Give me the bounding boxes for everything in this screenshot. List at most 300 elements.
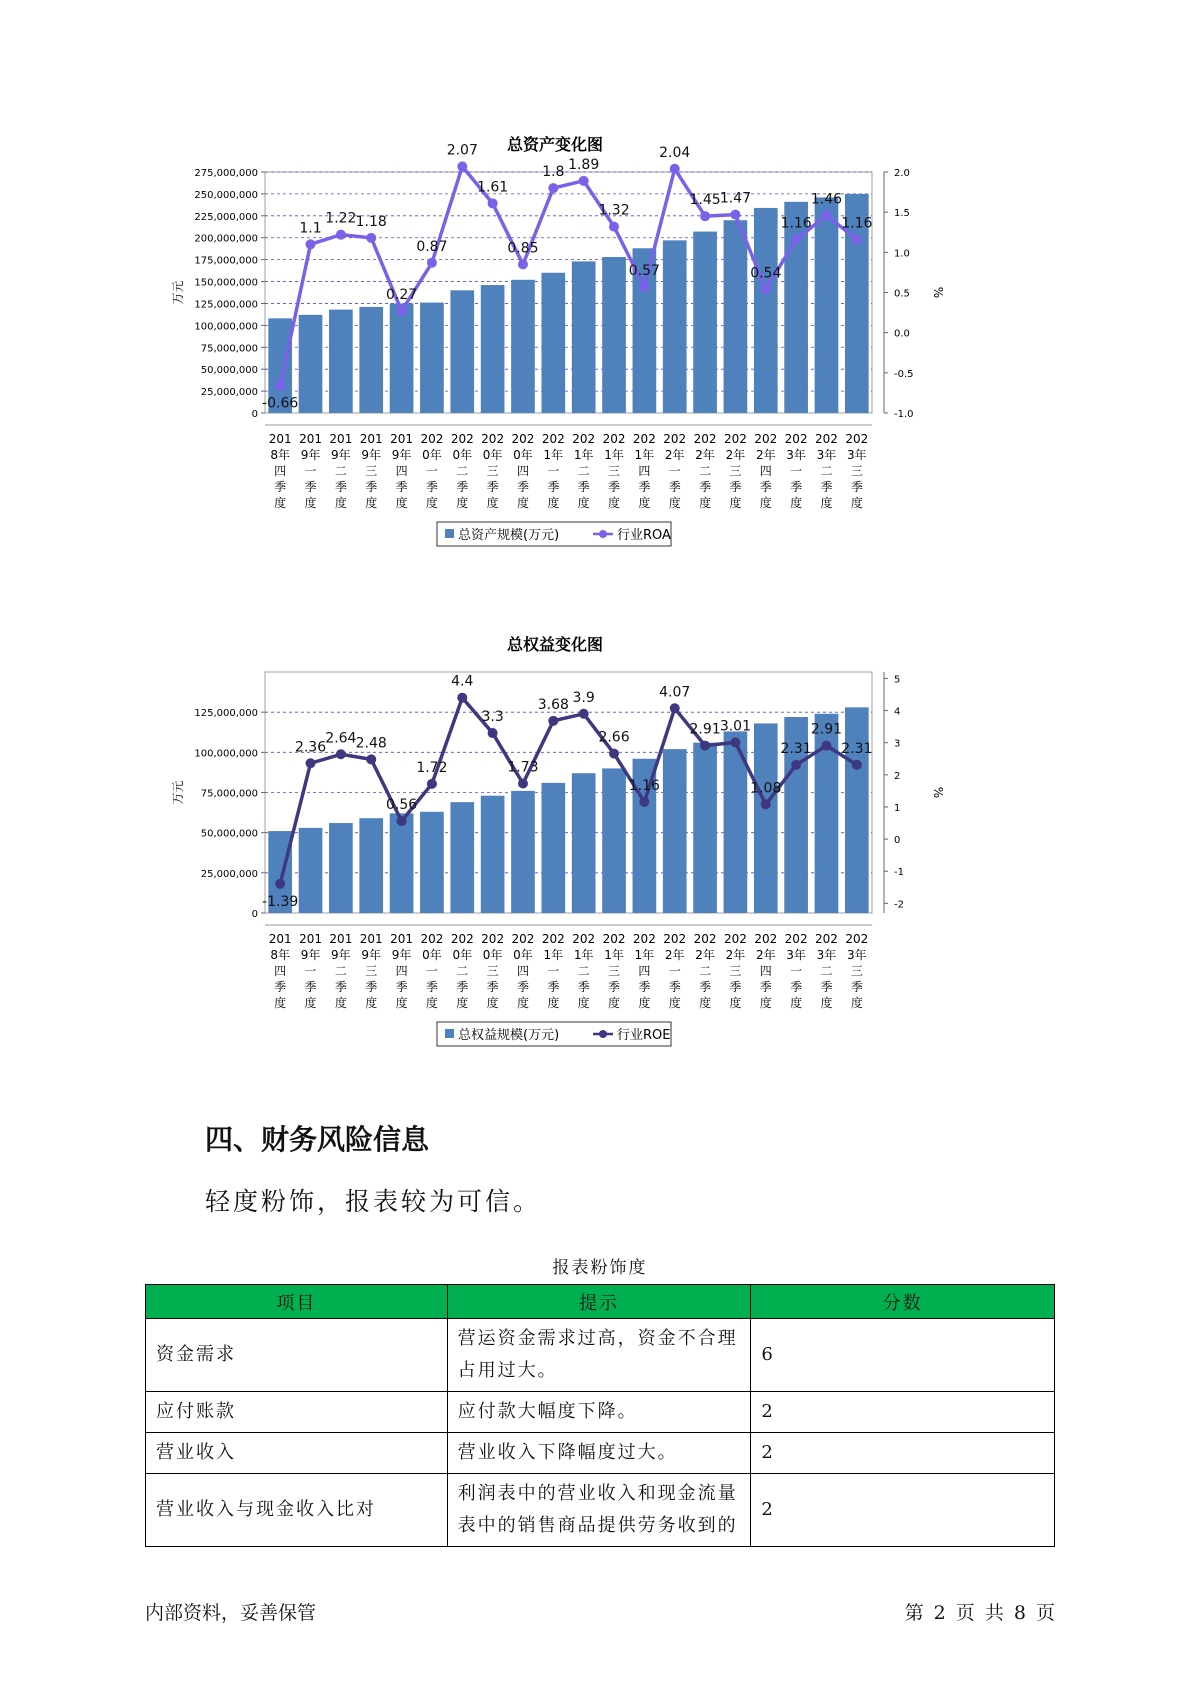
x-tick-label: 度 bbox=[638, 996, 651, 1010]
y-tick-label: 50,000,000 bbox=[200, 828, 258, 840]
data-label: 1.22 bbox=[325, 210, 357, 227]
x-tick-label: 202 bbox=[541, 432, 565, 446]
data-label: 1.32 bbox=[598, 202, 630, 219]
x-tick-label: 四 bbox=[395, 464, 408, 478]
y2-tick-label: 2 bbox=[894, 770, 901, 782]
x-tick-label: 202 bbox=[754, 432, 778, 446]
x-tick-label: 二 bbox=[699, 964, 712, 978]
x-tick-label: 1年 bbox=[634, 448, 655, 462]
bar bbox=[299, 315, 323, 413]
line-point bbox=[457, 161, 467, 171]
x-tick-label: 1年 bbox=[573, 448, 594, 462]
legend-bar-swatch bbox=[445, 529, 454, 538]
x-tick-label: 202 bbox=[450, 432, 474, 446]
row-score: 2 bbox=[751, 1433, 1055, 1474]
data-label: -0.66 bbox=[262, 395, 299, 412]
line-point bbox=[730, 737, 740, 747]
x-tick-label: 9年 bbox=[361, 948, 382, 962]
x-tick-label: 202 bbox=[663, 932, 687, 946]
x-tick-label: 四 bbox=[759, 464, 772, 478]
x-tick-label: 202 bbox=[602, 932, 626, 946]
x-tick-label: 1年 bbox=[604, 448, 624, 462]
data-label: 1.16 bbox=[841, 215, 873, 232]
x-tick-label: 3年 bbox=[786, 948, 806, 962]
line-point bbox=[609, 749, 619, 759]
y-axis-label: 万元 bbox=[171, 280, 185, 305]
x-tick-label: 度 bbox=[790, 496, 803, 510]
bar bbox=[724, 220, 748, 413]
x-tick-label: 度 bbox=[365, 496, 378, 510]
row-score: 2 bbox=[751, 1474, 1055, 1547]
bar bbox=[359, 307, 383, 413]
bar bbox=[390, 303, 414, 413]
x-tick-label: 2年 bbox=[664, 948, 685, 962]
data-label: 1.61 bbox=[477, 179, 509, 196]
bar bbox=[450, 290, 474, 413]
x-tick-label: 202 bbox=[723, 932, 747, 946]
x-tick-label: 一 bbox=[547, 964, 560, 978]
bar bbox=[359, 818, 383, 913]
x-tick-label: 二 bbox=[820, 964, 833, 978]
x-tick-label: 0年 bbox=[452, 448, 473, 462]
x-tick-label: 季 bbox=[456, 480, 469, 494]
x-tick-label: 季 bbox=[668, 480, 681, 494]
x-tick-label: 一 bbox=[304, 464, 317, 478]
x-tick-label: 202 bbox=[693, 932, 717, 946]
y2-tick-label: -2 bbox=[894, 899, 904, 911]
x-tick-label: 0年 bbox=[452, 948, 473, 962]
bar bbox=[541, 783, 565, 913]
x-tick-label: 四 bbox=[395, 964, 408, 978]
bar bbox=[390, 813, 414, 913]
x-tick-label: 季 bbox=[334, 980, 347, 994]
x-tick-label: 度 bbox=[668, 996, 681, 1010]
x-tick-label: 202 bbox=[481, 432, 505, 446]
x-tick-label: 季 bbox=[577, 480, 590, 494]
x-tick-label: 度 bbox=[395, 996, 408, 1010]
x-tick-label: 四 bbox=[516, 464, 529, 478]
x-tick-label: 202 bbox=[693, 432, 717, 446]
x-tick-label: 度 bbox=[759, 996, 772, 1010]
x-tick-label: 202 bbox=[602, 432, 626, 446]
y-tick-label: 75,000,000 bbox=[200, 788, 258, 800]
x-tick-label: 季 bbox=[790, 980, 803, 994]
y2-tick-label: 1 bbox=[894, 802, 901, 814]
x-tick-label: 201 bbox=[390, 432, 414, 446]
x-tick-label: 9年 bbox=[300, 948, 321, 962]
line-point bbox=[336, 749, 346, 759]
x-tick-label: 度 bbox=[820, 496, 833, 510]
line-point bbox=[548, 716, 558, 726]
line-point bbox=[427, 258, 437, 268]
x-tick-label: 度 bbox=[334, 996, 347, 1010]
x-tick-label: 1年 bbox=[543, 448, 564, 462]
x-tick-label: 度 bbox=[820, 996, 833, 1010]
data-label: 2.91 bbox=[689, 721, 721, 738]
x-tick-label: 201 bbox=[329, 932, 353, 946]
x-tick-label: 202 bbox=[815, 932, 838, 946]
x-tick-label: 一 bbox=[668, 464, 681, 478]
bar bbox=[815, 197, 839, 413]
x-tick-label: 三 bbox=[729, 464, 742, 478]
y-tick-label: 0 bbox=[251, 909, 258, 920]
x-tick-label: 201 bbox=[299, 432, 322, 446]
x-tick-label: 季 bbox=[729, 980, 742, 994]
data-label: 1.8 bbox=[542, 164, 565, 181]
x-tick-label: 一 bbox=[790, 964, 803, 978]
line-point bbox=[275, 381, 285, 391]
y2-tick-label: -1.0 bbox=[894, 409, 914, 420]
line-point bbox=[366, 754, 376, 764]
x-tick-label: 季 bbox=[395, 480, 408, 494]
x-tick-label: 度 bbox=[274, 496, 287, 510]
x-tick-label: 四 bbox=[274, 464, 287, 478]
x-tick-label: 一 bbox=[668, 964, 681, 978]
x-tick-label: 季 bbox=[365, 480, 378, 494]
bar bbox=[572, 773, 596, 913]
x-tick-label: 度 bbox=[425, 996, 438, 1010]
row-hint: 营业收入下降幅度过大。 bbox=[447, 1433, 751, 1474]
y2-tick-label: 3 bbox=[894, 738, 901, 750]
x-tick-label: 0年 bbox=[513, 448, 533, 462]
x-tick-label: 季 bbox=[850, 980, 863, 994]
x-tick-label: 季 bbox=[638, 480, 651, 494]
line-point bbox=[457, 693, 467, 703]
y-tick-label: 25,000,000 bbox=[200, 387, 258, 399]
line-point bbox=[639, 797, 649, 807]
data-label: 1.16 bbox=[780, 215, 812, 232]
x-tick-label: 202 bbox=[632, 432, 656, 446]
x-tick-label: 度 bbox=[729, 496, 742, 510]
data-label: 0.57 bbox=[628, 262, 660, 279]
x-tick-label: 0年 bbox=[422, 948, 442, 962]
x-tick-label: 季 bbox=[577, 980, 590, 994]
y-tick-label: 100,000,000 bbox=[194, 321, 258, 333]
line-point bbox=[670, 703, 680, 713]
chart-title: 总权益变化图 bbox=[506, 635, 604, 654]
x-tick-label: 1年 bbox=[634, 948, 655, 962]
x-tick-label: 202 bbox=[663, 432, 687, 446]
x-tick-label: 201 bbox=[390, 932, 414, 946]
x-tick-label: 四 bbox=[274, 964, 287, 978]
x-tick-label: 度 bbox=[668, 496, 681, 510]
data-label: 1.73 bbox=[507, 759, 539, 776]
row-hint: 营运资金需求过高，资金不合理占用过大。 bbox=[447, 1319, 751, 1392]
line-point bbox=[579, 709, 589, 719]
x-tick-label: 季 bbox=[668, 980, 681, 994]
x-tick-label: 0年 bbox=[482, 948, 503, 962]
footer-confidential: 内部资料，妥善保管 bbox=[145, 1602, 317, 1624]
x-tick-label: 1年 bbox=[604, 948, 624, 962]
line-point bbox=[488, 198, 498, 208]
x-tick-label: 度 bbox=[850, 996, 863, 1010]
x-tick-label: 9年 bbox=[391, 948, 412, 962]
x-tick-label: 8年 bbox=[270, 948, 290, 962]
y2-tick-label: 1.0 bbox=[894, 248, 910, 260]
x-tick-label: 季 bbox=[365, 980, 378, 994]
x-tick-label: 度 bbox=[304, 996, 317, 1010]
header-item: 项目 bbox=[146, 1285, 448, 1319]
data-label: 2.04 bbox=[659, 144, 691, 161]
x-tick-label: 一 bbox=[304, 964, 317, 978]
line-point bbox=[821, 210, 831, 220]
x-tick-label: 3年 bbox=[816, 448, 837, 462]
x-tick-label: 201 bbox=[359, 432, 383, 446]
row-item: 营业收入 bbox=[146, 1433, 448, 1474]
row-item: 应付账款 bbox=[146, 1392, 448, 1433]
row-item: 营业收入与现金收入比对 bbox=[146, 1474, 448, 1547]
line-point bbox=[518, 259, 528, 269]
x-tick-label: 度 bbox=[608, 496, 621, 510]
data-label: 1.89 bbox=[568, 156, 600, 173]
bar bbox=[754, 723, 778, 913]
table-row bbox=[146, 1433, 1055, 1474]
y-tick-label: 125,000,000 bbox=[194, 299, 258, 311]
data-label: 3.68 bbox=[537, 696, 569, 713]
x-tick-label: 0年 bbox=[513, 948, 533, 962]
section-title: 四、财务风险信息 bbox=[205, 1123, 430, 1156]
x-tick-label: 度 bbox=[486, 996, 499, 1010]
bar bbox=[541, 273, 565, 413]
bar bbox=[602, 768, 626, 913]
footer-page-number: 第 2 页 共 8 页 bbox=[904, 1602, 1055, 1624]
x-tick-label: 一 bbox=[790, 464, 803, 478]
legend-line-marker bbox=[599, 1030, 607, 1038]
x-tick-label: 度 bbox=[365, 996, 378, 1010]
data-label: 1.46 bbox=[810, 191, 843, 208]
data-label: 0.27 bbox=[385, 286, 418, 303]
bar bbox=[481, 796, 505, 913]
line-point bbox=[306, 758, 316, 768]
x-tick-label: 四 bbox=[638, 464, 651, 478]
x-tick-label: 201 bbox=[329, 432, 353, 446]
line-point bbox=[761, 799, 771, 809]
y2-tick-label: 0.5 bbox=[894, 288, 910, 300]
x-tick-label: 三 bbox=[608, 464, 621, 478]
x-tick-label: 度 bbox=[547, 496, 560, 510]
header-hint: 提示 bbox=[447, 1285, 751, 1319]
data-label: 3.3 bbox=[481, 709, 504, 726]
x-tick-label: 二 bbox=[456, 964, 469, 978]
x-tick-label: 3年 bbox=[786, 448, 806, 462]
x-tick-label: 9年 bbox=[300, 448, 321, 462]
data-label: 2.66 bbox=[598, 729, 630, 746]
y-tick-label: 125,000,000 bbox=[194, 708, 258, 720]
x-tick-label: 度 bbox=[425, 496, 438, 510]
data-label: 1.47 bbox=[719, 190, 752, 207]
x-tick-label: 季 bbox=[820, 480, 833, 494]
line-point bbox=[366, 233, 376, 243]
line-point bbox=[852, 760, 862, 770]
x-tick-label: 季 bbox=[759, 980, 772, 994]
x-tick-label: 度 bbox=[638, 496, 651, 510]
data-label: 0.87 bbox=[416, 238, 448, 255]
x-tick-label: 202 bbox=[481, 932, 505, 946]
x-tick-label: 季 bbox=[486, 980, 499, 994]
x-tick-label: 202 bbox=[845, 432, 869, 446]
bar bbox=[602, 257, 626, 413]
bar bbox=[329, 823, 353, 913]
y-tick-label: 175,000,000 bbox=[194, 255, 258, 267]
bar bbox=[450, 802, 474, 913]
line-point bbox=[488, 728, 498, 738]
bar bbox=[511, 280, 535, 413]
x-tick-label: 202 bbox=[754, 932, 778, 946]
line-point bbox=[579, 176, 589, 186]
bar bbox=[845, 707, 869, 913]
x-tick-label: 度 bbox=[608, 996, 621, 1010]
x-tick-label: 9年 bbox=[361, 448, 382, 462]
x-tick-label: 度 bbox=[486, 496, 499, 510]
line-point bbox=[730, 210, 740, 220]
line-point bbox=[852, 234, 862, 244]
bar bbox=[663, 240, 687, 413]
x-tick-label: 201 bbox=[299, 932, 322, 946]
x-tick-label: 度 bbox=[759, 496, 772, 510]
x-tick-label: 二 bbox=[334, 464, 347, 478]
x-tick-label: 季 bbox=[395, 980, 408, 994]
row-score: 2 bbox=[751, 1392, 1055, 1433]
x-tick-label: 度 bbox=[395, 496, 408, 510]
legend-bar-swatch bbox=[445, 1029, 454, 1038]
x-tick-label: 度 bbox=[334, 496, 347, 510]
data-label: 3.01 bbox=[719, 718, 752, 735]
legend-line-marker bbox=[599, 530, 607, 538]
x-tick-label: 202 bbox=[784, 432, 808, 446]
y2-axis-label: % bbox=[931, 786, 945, 799]
x-tick-label: 三 bbox=[729, 964, 742, 978]
x-tick-label: 202 bbox=[511, 932, 535, 946]
total-assets-chart bbox=[150, 132, 970, 602]
chart-title: 总资产变化图 bbox=[506, 135, 604, 154]
x-tick-label: 202 bbox=[784, 932, 808, 946]
x-tick-label: 2年 bbox=[755, 948, 776, 962]
x-tick-label: 度 bbox=[699, 496, 712, 510]
line-point bbox=[761, 284, 771, 294]
x-tick-label: 季 bbox=[547, 980, 560, 994]
table-header-row bbox=[146, 1285, 1055, 1319]
bar bbox=[420, 303, 444, 413]
x-tick-label: 2年 bbox=[695, 448, 715, 462]
x-tick-label: 二 bbox=[334, 964, 347, 978]
y2-tick-label: 5 bbox=[894, 674, 901, 686]
y2-tick-label: 2.0 bbox=[894, 168, 910, 179]
y-tick-label: 100,000,000 bbox=[194, 748, 258, 760]
x-tick-label: 度 bbox=[456, 496, 469, 510]
line-point bbox=[306, 239, 316, 249]
risk-table bbox=[145, 1284, 1055, 1547]
x-tick-label: 201 bbox=[268, 432, 292, 446]
x-tick-label: 三 bbox=[365, 964, 378, 978]
table-row bbox=[146, 1319, 1055, 1392]
x-tick-label: 9年 bbox=[331, 948, 351, 962]
x-tick-label: 202 bbox=[420, 432, 444, 446]
bar bbox=[420, 812, 444, 913]
data-label: 1.1 bbox=[299, 220, 322, 237]
line-point bbox=[397, 306, 407, 316]
x-tick-label: 202 bbox=[541, 932, 565, 946]
bar bbox=[481, 285, 505, 413]
x-tick-label: 三 bbox=[850, 464, 863, 478]
x-tick-label: 季 bbox=[729, 480, 742, 494]
x-tick-label: 四 bbox=[759, 964, 772, 978]
data-label: 4.4 bbox=[451, 673, 474, 690]
y-tick-label: 75,000,000 bbox=[200, 343, 258, 355]
x-tick-label: 季 bbox=[425, 980, 438, 994]
x-tick-label: 季 bbox=[456, 980, 469, 994]
x-tick-label: 9年 bbox=[331, 448, 351, 462]
line-point bbox=[700, 211, 710, 221]
plot-area bbox=[265, 172, 872, 413]
table-row bbox=[146, 1392, 1055, 1433]
x-tick-label: 季 bbox=[820, 980, 833, 994]
data-label: 4.07 bbox=[659, 684, 691, 701]
legend-bar-label: 总资产规模(万元) bbox=[458, 528, 560, 543]
x-tick-label: 202 bbox=[511, 432, 535, 446]
x-tick-label: 度 bbox=[456, 996, 469, 1010]
x-tick-label: 一 bbox=[425, 464, 438, 478]
bar bbox=[693, 232, 717, 413]
x-tick-label: 季 bbox=[850, 480, 863, 494]
total-equity-chart bbox=[150, 632, 970, 1102]
line-point bbox=[336, 230, 346, 240]
bar bbox=[299, 828, 323, 913]
x-tick-label: 202 bbox=[845, 932, 869, 946]
x-tick-label: 3年 bbox=[847, 448, 867, 462]
x-tick-label: 季 bbox=[304, 480, 317, 494]
data-label: 1.72 bbox=[416, 759, 448, 776]
line-point bbox=[548, 183, 558, 193]
y-tick-label: 25,000,000 bbox=[200, 868, 258, 880]
data-label: 2.48 bbox=[355, 735, 387, 752]
x-tick-label: 季 bbox=[516, 480, 529, 494]
data-label: 2.91 bbox=[810, 721, 843, 738]
table-row bbox=[146, 1474, 1055, 1547]
line-point bbox=[700, 741, 710, 751]
line-point bbox=[397, 816, 407, 826]
x-tick-label: 9年 bbox=[391, 448, 412, 462]
y2-tick-label: 4 bbox=[894, 706, 901, 718]
x-tick-label: 四 bbox=[516, 964, 529, 978]
x-tick-label: 度 bbox=[274, 996, 287, 1010]
row-hint: 应付款大幅度下降。 bbox=[447, 1392, 751, 1433]
data-label: 1.16 bbox=[628, 777, 660, 794]
x-tick-label: 季 bbox=[790, 480, 803, 494]
data-label: 3.9 bbox=[572, 689, 595, 706]
x-tick-label: 季 bbox=[274, 980, 287, 994]
x-tick-label: 1年 bbox=[573, 948, 594, 962]
y-tick-label: 0 bbox=[251, 409, 258, 420]
y-tick-label: 200,000,000 bbox=[194, 233, 258, 245]
x-tick-label: 季 bbox=[304, 980, 317, 994]
x-tick-label: 四 bbox=[638, 964, 651, 978]
x-tick-label: 202 bbox=[420, 932, 444, 946]
x-tick-label: 201 bbox=[268, 932, 292, 946]
data-label: 1.08 bbox=[750, 780, 782, 797]
y-tick-label: 225,000,000 bbox=[194, 211, 258, 223]
data-label: 0.85 bbox=[507, 240, 539, 257]
x-tick-label: 度 bbox=[577, 496, 590, 510]
x-tick-label: 202 bbox=[723, 432, 747, 446]
x-tick-label: 季 bbox=[608, 980, 621, 994]
x-tick-label: 三 bbox=[608, 964, 621, 978]
x-tick-label: 季 bbox=[547, 480, 560, 494]
y2-tick-label: 1.5 bbox=[894, 208, 910, 220]
legend-bar-label: 总权益规模(万元) bbox=[458, 1028, 560, 1043]
x-tick-label: 3年 bbox=[816, 948, 837, 962]
x-tick-label: 202 bbox=[450, 932, 474, 946]
line-point bbox=[791, 760, 801, 770]
